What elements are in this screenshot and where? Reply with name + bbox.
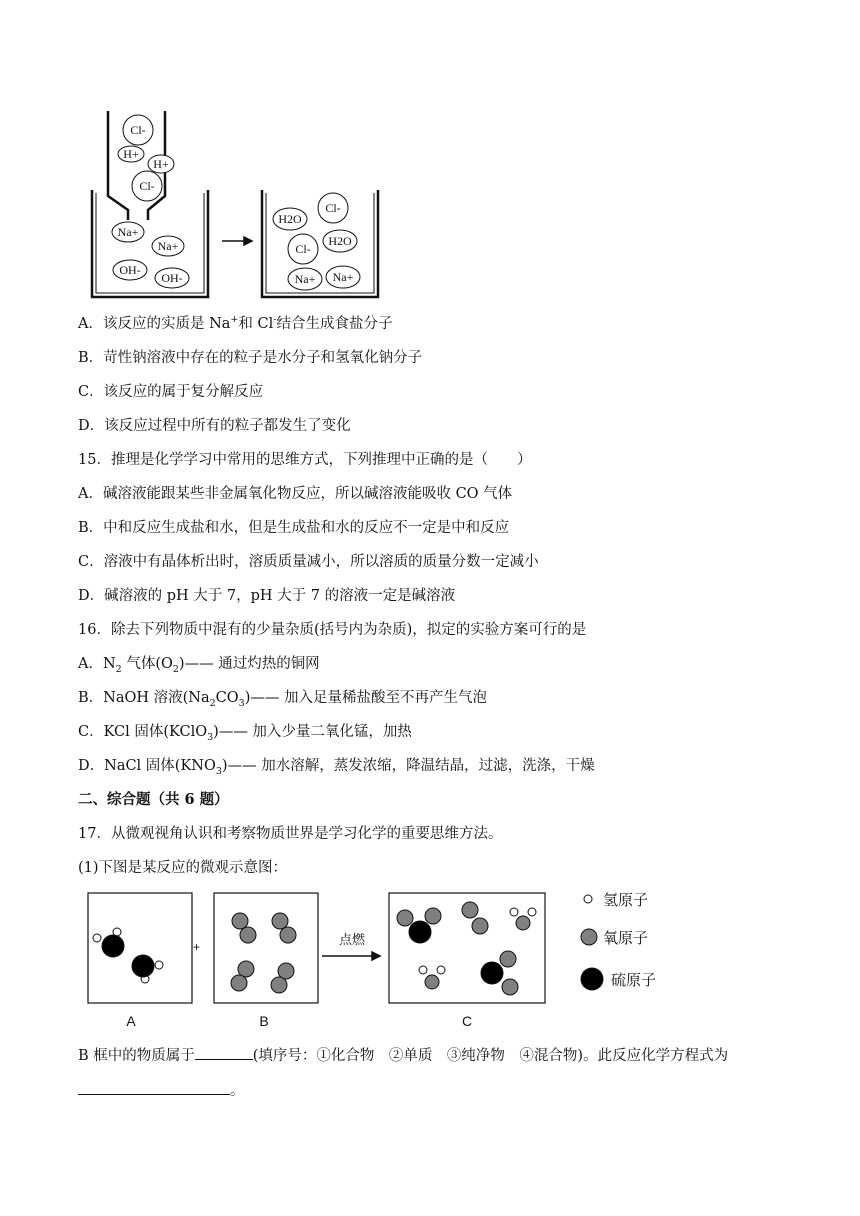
q16-stem: 16．除去下列物质中混有的少量杂质(括号内为杂质)，拟定的实验方案可行的是 [78, 622, 587, 638]
ion-label: H+ [123, 147, 139, 161]
answer-blank-2[interactable] [78, 1080, 230, 1095]
q16-option-d: D．NaCl 固体$(KNO_3)——$ 加水溶解，蒸发浓缩，降温结晶，过滤，洗涤，干燥 [78, 758, 595, 777]
q14-option-b: B．苛性钠溶液中存在的粒子是水分子和氢氧化钠分子 [78, 350, 423, 366]
q16-option-a: A．$N_2$ 气体$(O_2)——$ 通过灼热的铜网 [78, 656, 320, 675]
box-a-label: A [126, 1013, 136, 1029]
arrow-label: 点燃 [338, 933, 366, 948]
ion-label: Na+ [117, 225, 139, 239]
particle-label: Na+ [294, 272, 316, 286]
section-heading: 二、综合题（共 6 题） [78, 791, 229, 808]
q17-answer-line: B 框中的物质属于 (填序号：①化合物 ②单质 ③纯净物 ④混合物)。此反应化学方程式为 [78, 1045, 728, 1066]
q15-stem: 15．推理是化学学习中常用的思维方式，下列推理中正确的是（ ） [78, 452, 532, 468]
q16-option-c: C．KCl 固体(KClO$_3$)—— 加入少量二氧化锰，加热 [78, 724, 412, 743]
ion-label: OH- [119, 263, 141, 277]
ion-label: Cl- [139, 179, 155, 193]
particle-label: H2O [278, 212, 302, 226]
q14-option-c: C．该反应的属于复分解反应 [78, 384, 264, 400]
ion-label: OH- [161, 271, 183, 285]
plus-sign: + [193, 940, 201, 954]
neutralization-diagram [86, 108, 396, 303]
q15-option-c: C．溶液中有晶体析出时，溶质质量减小，所以溶质的质量分数一定减小 [78, 554, 539, 570]
legend-hydrogen: 氢原子 [603, 891, 649, 909]
q14-option-d: D．该反应过程中所有的粒子都发生了变化 [78, 418, 351, 434]
ion-label: Na+ [157, 239, 179, 253]
q16-option-b: B．NaOH 溶液$(Na_2CO_3)——$ 加入足量稀盐酸至不再产生气泡 [78, 690, 487, 709]
particle-label: Cl- [295, 242, 311, 256]
particle-label: Cl- [325, 201, 341, 215]
q17-subquestion-1: (1)下图是某反应的微观示意图： [78, 860, 288, 876]
q14-option-a: A．该反应的实质是 Na+和 Cl-结合生成食盐分子 [78, 314, 393, 332]
q15-option-a: A．碱溶液能跟某些非金属氧化物反应，所以碱溶液能吸收 CO 气体 [78, 486, 513, 502]
q15-option-b: B．中和反应生成盐和水，但是生成盐和水的反应不一定是中和反应 [78, 520, 510, 536]
legend-sulfur: 硫原子 [611, 971, 657, 989]
hydrogen-legend-icon [584, 895, 592, 903]
ion-label: H+ [153, 157, 169, 171]
sulfur-legend-icon [581, 968, 603, 990]
q15-option-d: D．碱溶液的 pH 大于 7，pH 大于 7 的溶液一定是碱溶液 [78, 588, 456, 604]
legend-oxygen: 氧原子 [603, 929, 649, 947]
q17-stem: 17．从微观视角认识和考察物质世界是学习化学的重要思维方法。 [78, 826, 503, 842]
box-b-label: B [259, 1013, 269, 1029]
answer-blank-1[interactable] [195, 1045, 253, 1060]
ion-label: Cl- [130, 123, 146, 137]
oxygen-legend-icon [581, 929, 597, 945]
box-b [214, 893, 318, 1003]
particle-label: H2O [328, 234, 352, 248]
q17-equation-line: 。 [78, 1080, 245, 1101]
reaction-diagram [86, 888, 696, 1033]
box-c-label: C [461, 1013, 473, 1029]
particle-label: Na+ [332, 270, 354, 284]
